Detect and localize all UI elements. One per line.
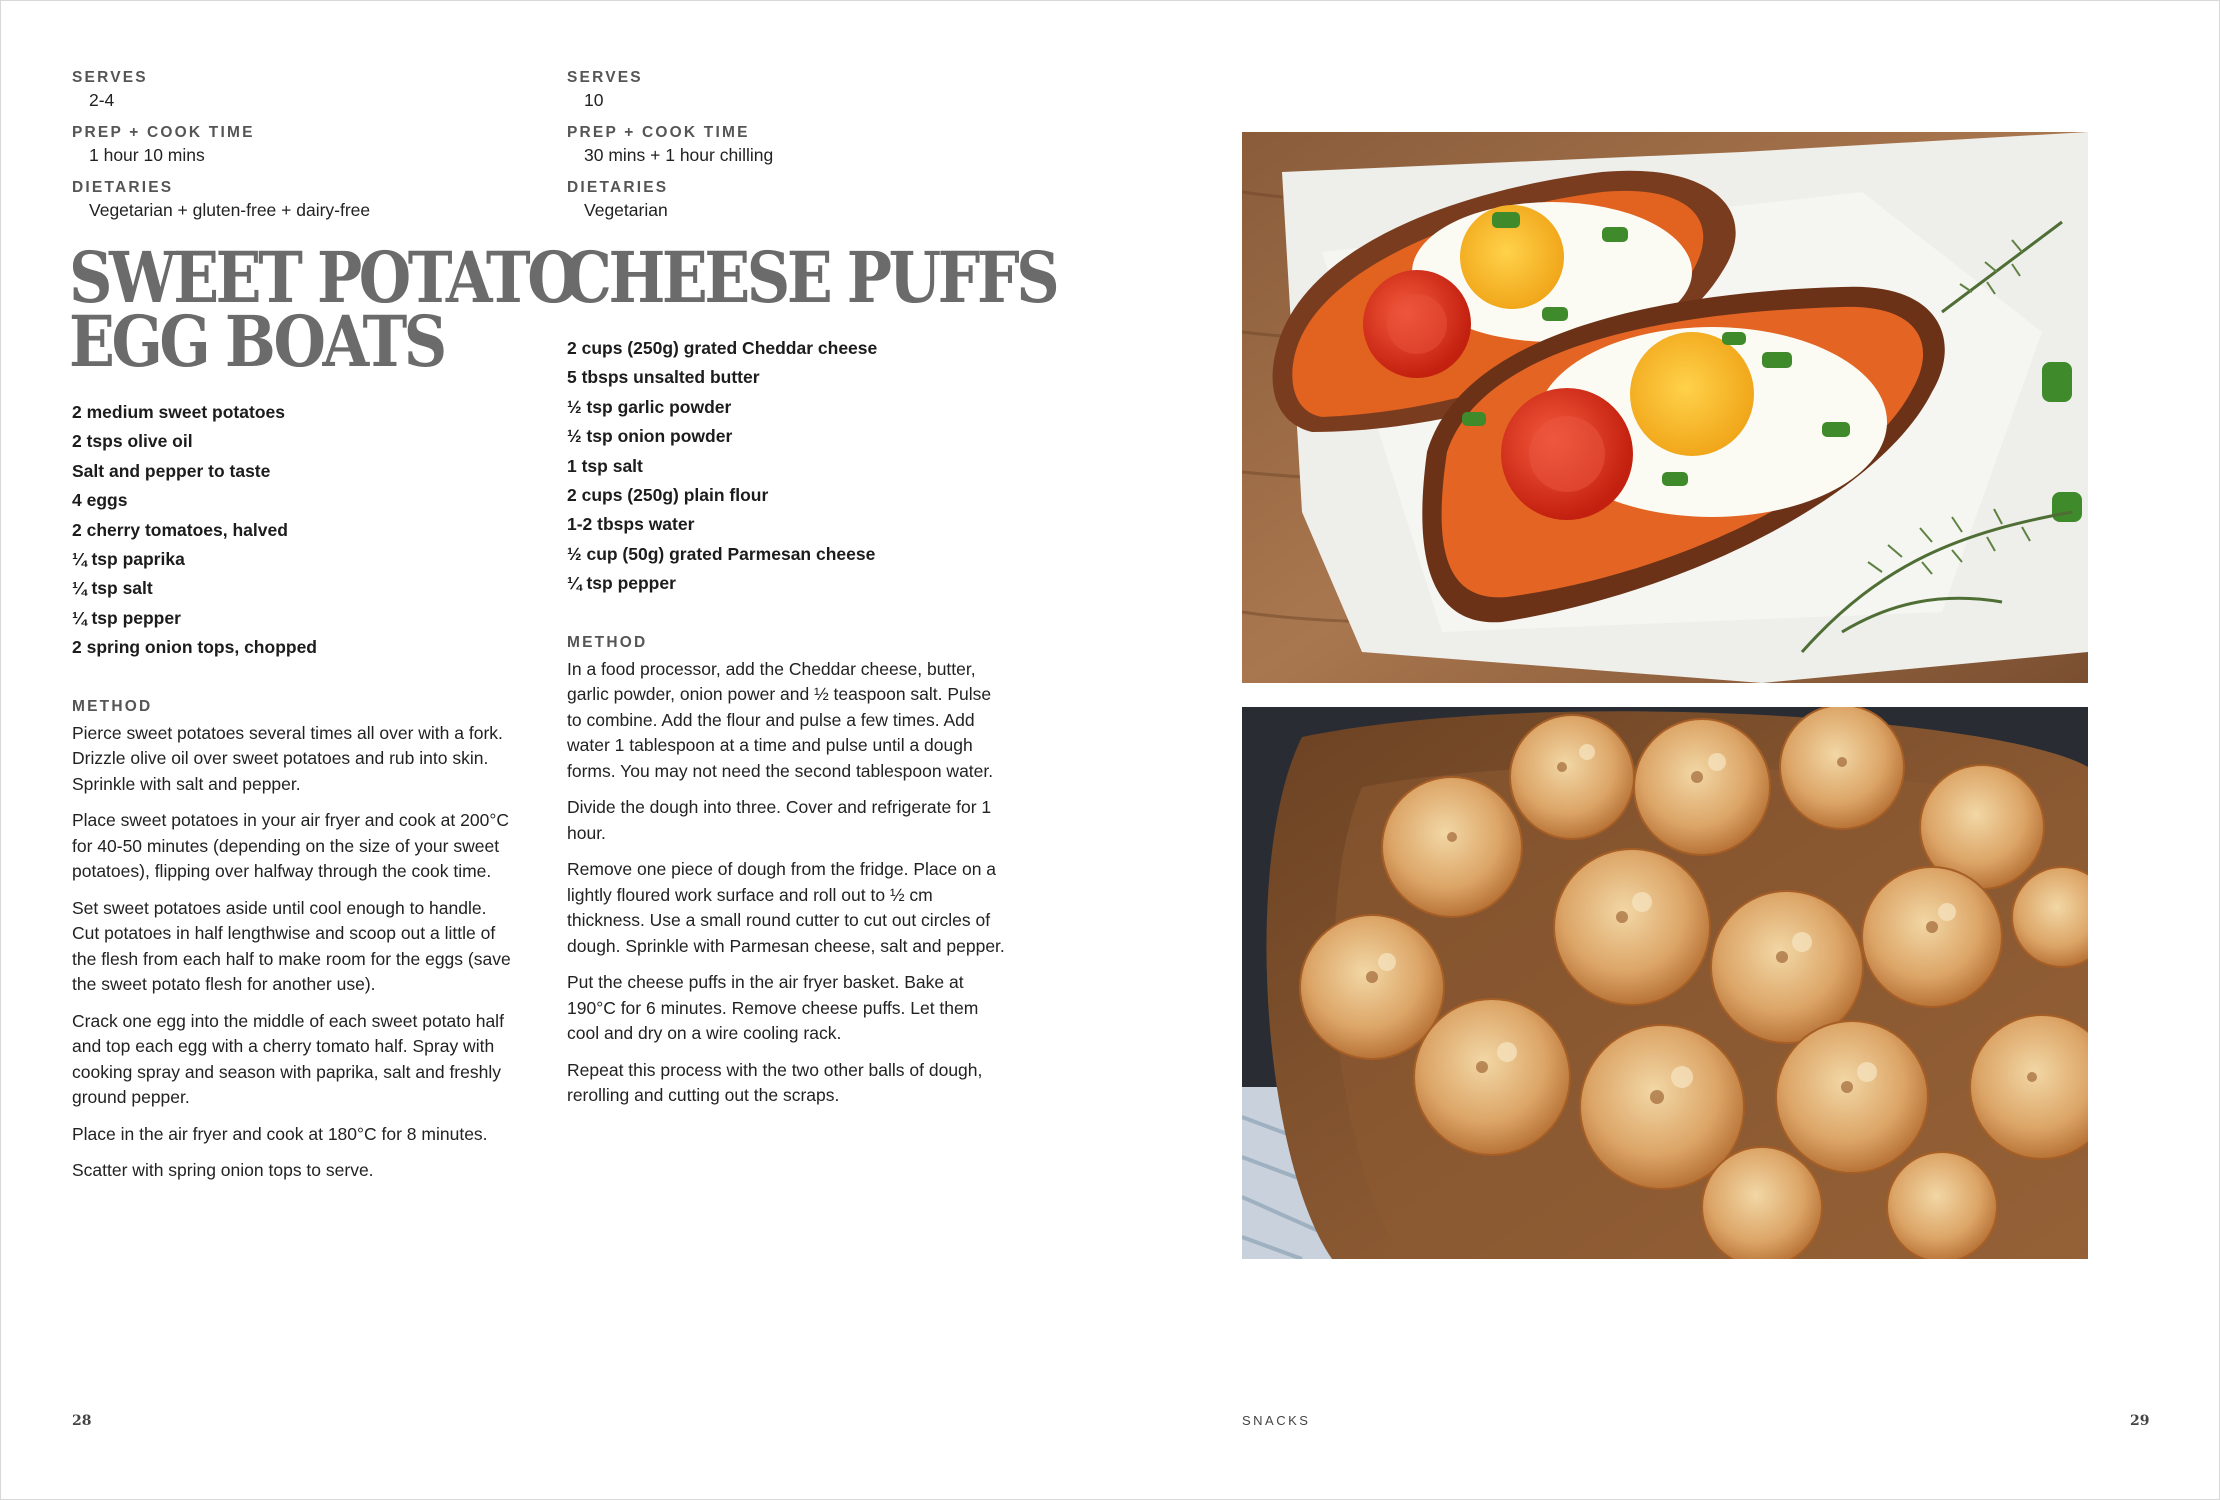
ingredient-item: 2 cups (250g) plain flour	[567, 485, 769, 506]
dietaries-value: Vegetarian	[584, 200, 668, 220]
method-label: METHOD	[567, 633, 648, 651]
ingredient-item: ¼ tsp pepper	[567, 573, 676, 594]
prep-cook-time-value: 1 hour 10 mins	[89, 145, 205, 165]
prep-cook-time-label: PREP + COOK TIME	[567, 124, 750, 141]
prep-cook-time-value: 30 mins + 1 hour chilling	[584, 145, 774, 165]
method-step: Set sweet potatoes aside until cool enough to handle. Cut potatoes in half lengthwise and scoop out a little of the flesh from each half to make room for the eggs (save the sweet potato flesh for another use).	[72, 897, 511, 995]
dietaries-label: DIETARIES	[567, 179, 669, 196]
ingredient-item: ¼ tsp pepper	[72, 607, 181, 628]
method-steps	[72, 721, 512, 1184]
ingredient-item: 2 cherry tomatoes, halved	[72, 519, 288, 540]
ingredient-item: ½ tsp onion powder	[567, 426, 733, 447]
recipe-meta	[567, 68, 1007, 222]
ingredient-list	[72, 398, 512, 663]
ingredient-item: 1 tsp salt	[567, 455, 643, 476]
method-step: Pierce sweet potatoes several times all over with a fork. Drizzle olive oil over sweet potatoes and rub into skin. Sprinkle with salt and pepper.	[72, 722, 503, 794]
ingredient-item: ½ tsp garlic powder	[567, 396, 732, 417]
ingredient-item: 2 spring onion tops, chopped	[72, 637, 317, 658]
ingredient-item: 2 tsps olive oil	[72, 431, 193, 452]
ingredient-list	[567, 334, 1007, 599]
page-number-right: 29	[2130, 1413, 2150, 1429]
recipe-meta	[72, 68, 512, 222]
dietaries-value: Vegetarian + gluten-free + dairy-free	[89, 200, 371, 220]
recipe-sweet-potato-egg-boats	[69, 68, 577, 1195]
method-steps	[567, 657, 1007, 1109]
page-number-left: 28	[72, 1413, 92, 1429]
ingredient-item: 5 tbsps unsalted butter	[567, 367, 760, 388]
method-step: Put the cheese puffs in the air fryer basket. Bake at 190°C for 6 minutes. Remove cheese puffs. Let them cool and dry on a wire cooling rack.	[567, 972, 979, 1044]
sweet-potato-egg-boats-photo	[1242, 132, 2088, 683]
ingredient-item: 2 cups (250g) grated Cheddar cheese	[567, 338, 878, 358]
serves-value: 2-4	[89, 90, 115, 110]
recipe-title-line-2: EGG BOATS	[69, 300, 444, 383]
recipe-cheese-puffs	[564, 68, 1057, 1120]
ingredient-item: Salt and pepper to taste	[72, 460, 271, 481]
serves-label: SERVES	[72, 69, 148, 86]
prep-cook-time-label: PREP + COOK TIME	[72, 124, 255, 141]
method-label: METHOD	[72, 697, 153, 715]
dietaries-label: DIETARIES	[72, 179, 174, 196]
method-step: In a food processor, add the Cheddar cheese, butter, garlic powder, onion power and ½ teaspoon salt. Pulse to combine. Add the flour and pulse a few times. Add water 1 tablespoon at a time and pulse until a dough forms. You may not need the second tablespoon water.	[567, 658, 994, 781]
method-step: Remove one piece of dough from the fridge. Place on a lightly floured work surface and roll out to ½ cm thickness. Use a small round cutter to cut out circles of dough. Sprinkle with Parmesan cheese, salt and pepper.	[567, 859, 1005, 956]
ingredient-item: ¼ tsp paprika	[72, 549, 185, 570]
method-step: Divide the dough into three. Cover and refrigerate for 1 hour.	[567, 797, 992, 843]
method-step: Place in the air fryer and cook at 180°C for 8 minutes.	[72, 1123, 488, 1144]
section-title: SNACKS	[1242, 1413, 1311, 1428]
ingredient-item: ¼ tsp salt	[72, 578, 153, 599]
method-step: Scatter with spring onion tops to serve.	[72, 1160, 374, 1181]
ingredient-item: ½ cup (50g) grated Parmesan cheese	[567, 543, 876, 564]
method-step: Crack one egg into the middle of each sweet potato half and top each egg with a cherry tomato half. Spray with cooking spray and season with paprika, salt and freshly ground pepper.	[72, 1010, 504, 1108]
serves-value: 10	[584, 90, 604, 110]
ingredient-item: 4 eggs	[72, 490, 128, 511]
recipe-title	[564, 236, 1057, 319]
serves-label: SERVES	[567, 69, 643, 86]
ingredient-item: 1-2 tbsps water	[567, 514, 695, 535]
recipe-title-line-1: SWEET POTATO	[69, 236, 577, 319]
recipe-title	[69, 236, 577, 383]
method-step: Place sweet potatoes in your air fryer and cook at 200°C for 40-50 minutes (depending on the size of your sweet potatoes), flipping over halfway through the cook time.	[72, 810, 509, 882]
cheese-puffs-photo	[1242, 707, 2088, 1259]
method-step: Repeat this process with the two other balls of dough, rerolling and cutting out the scraps.	[567, 1059, 983, 1106]
ingredient-item: 2 medium sweet potatoes	[72, 402, 285, 422]
recipe-title-line-1: CHEESE PUFFS	[564, 236, 1057, 319]
